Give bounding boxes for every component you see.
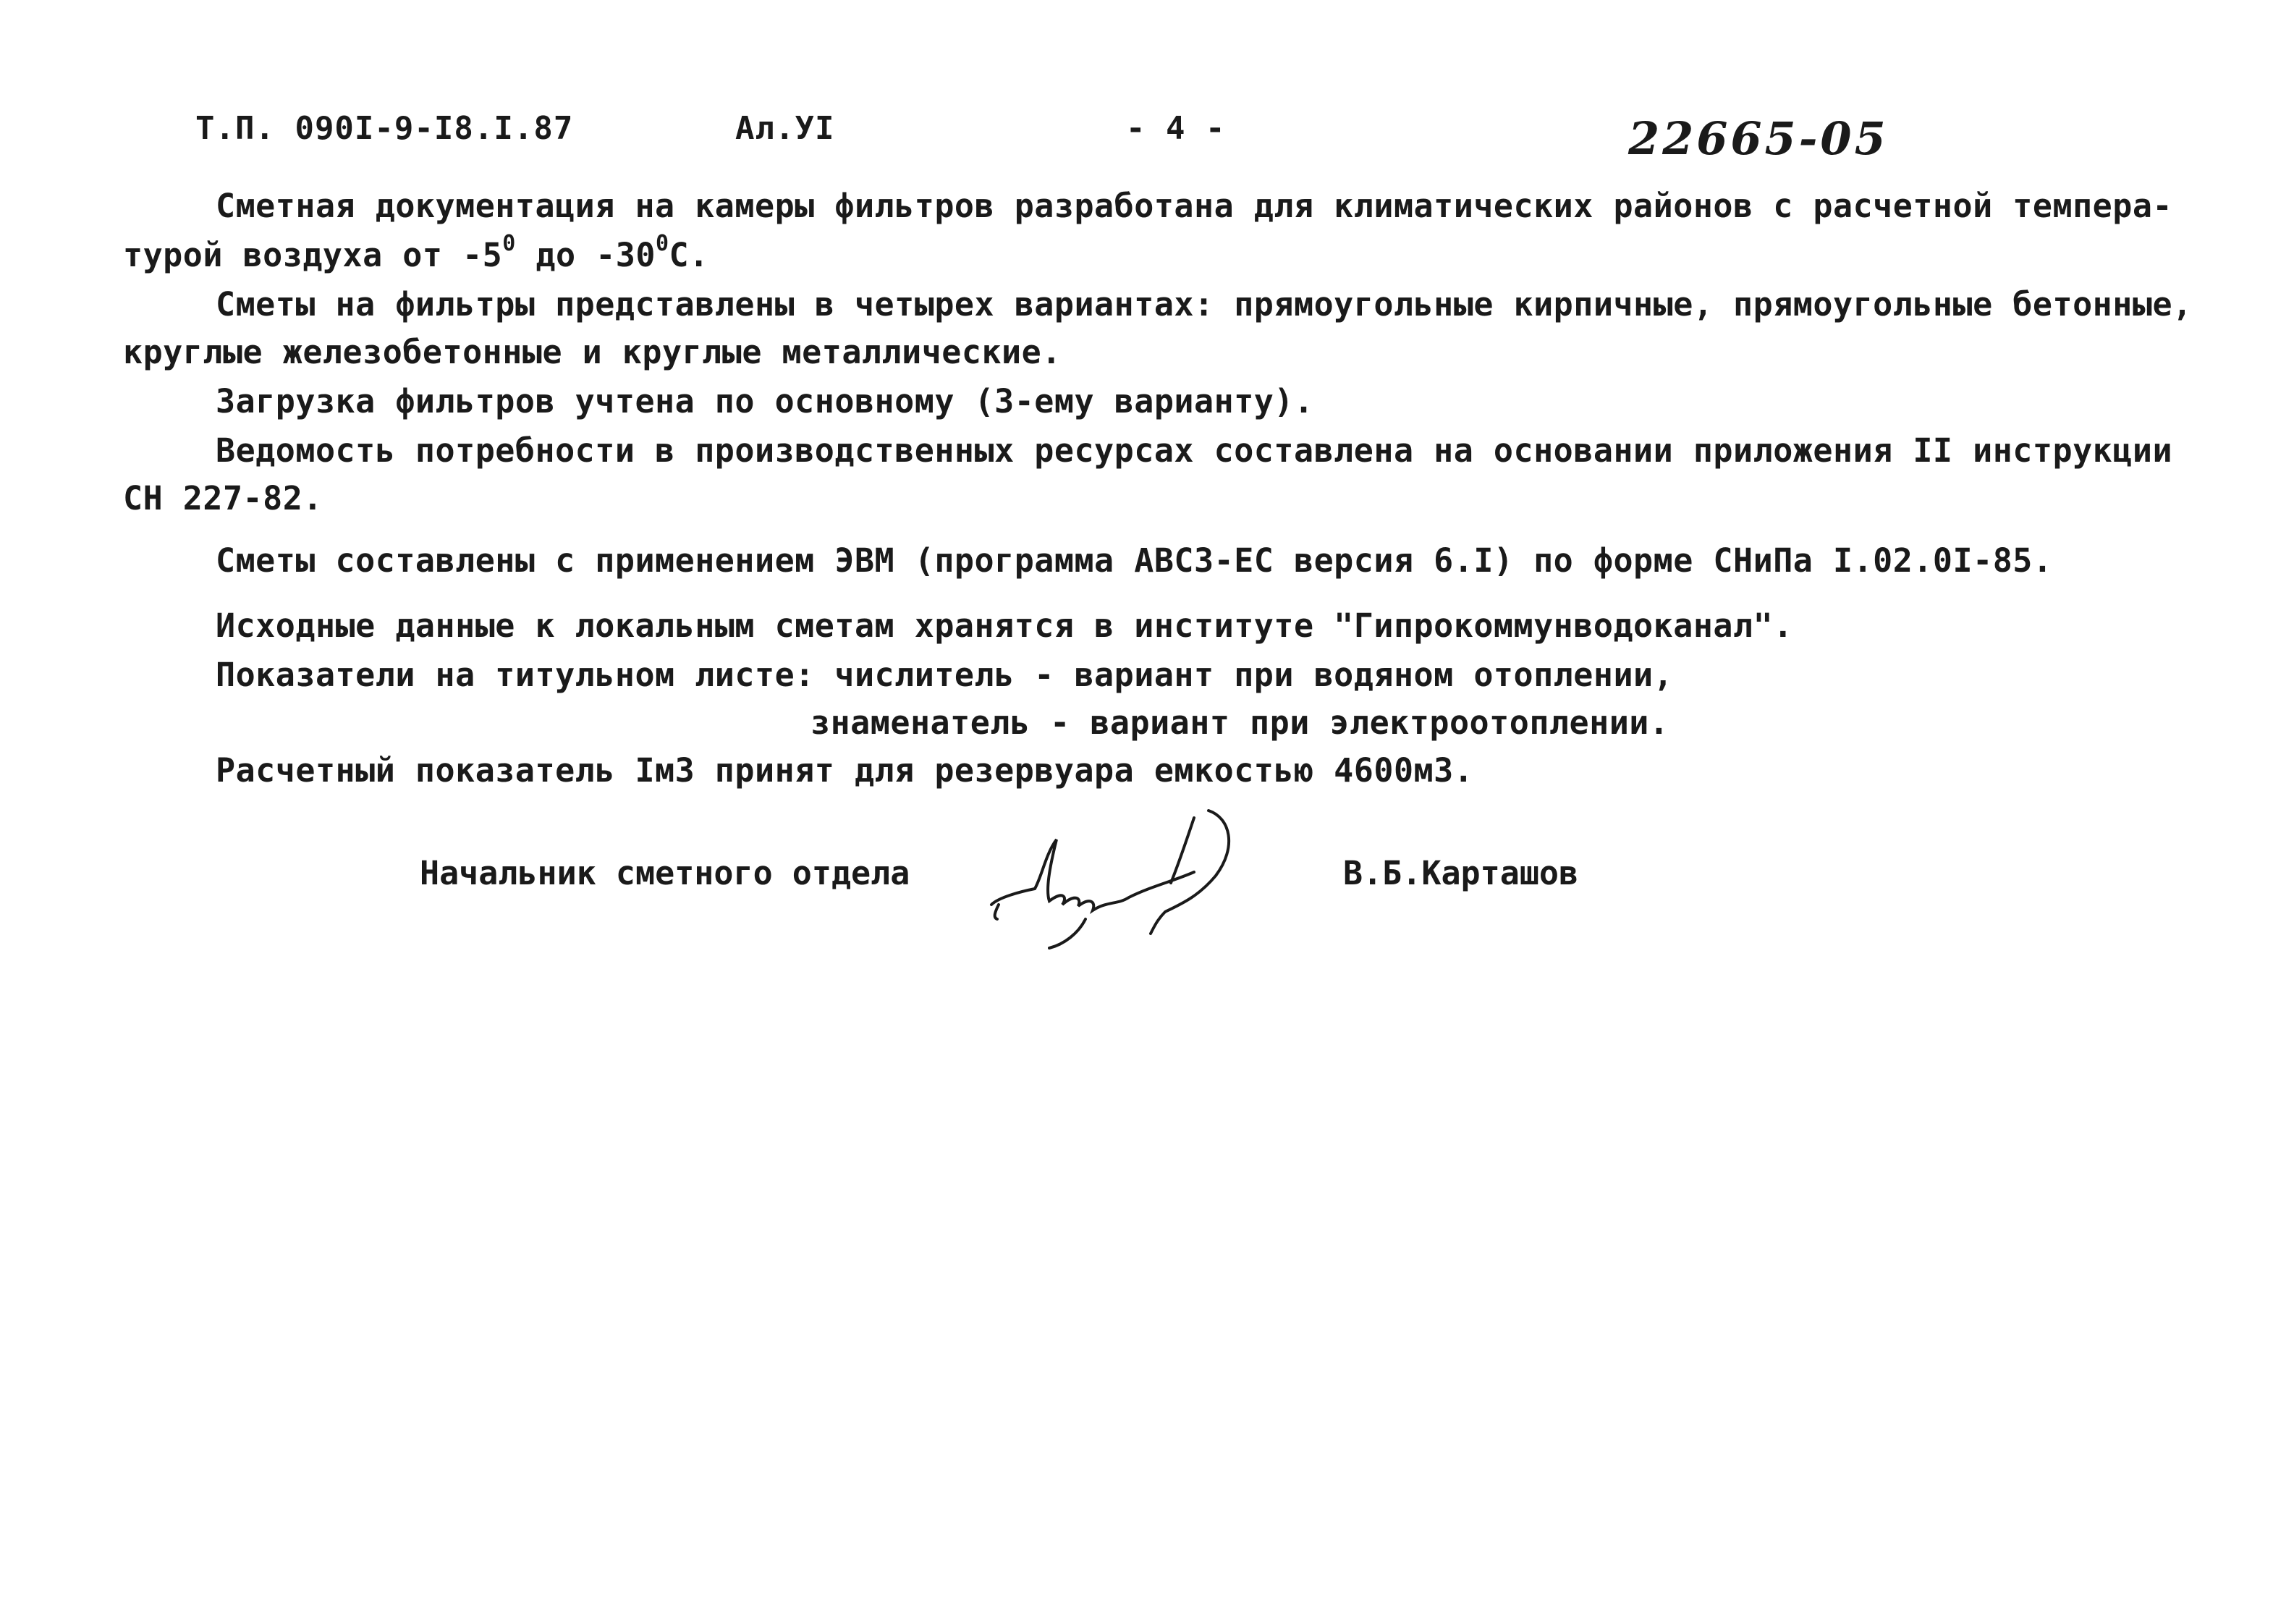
- paragraph-5: Сметы составлены с применением ЭВМ (программа АВСЗ-ЕС версия 6.I) по форме СНиПа I.02.0I-85.: [216, 541, 2053, 580]
- temp-text-a: турой воздуха от -5: [123, 236, 503, 274]
- paragraph-8: Расчетный показатель Iм3 принят для резервуара емкостью 4600м3.: [216, 751, 1474, 790]
- temp-text-c: С.: [669, 236, 709, 274]
- degree-sup-2: 0: [655, 231, 669, 256]
- paragraph-6: Исходные данные к локальным сметам хранятся в институте "Гипрокоммунводоканал".: [216, 606, 1793, 645]
- album-label: Ал.УI: [735, 110, 835, 147]
- document-code: Т.П. 090I-9-I8.I.87: [195, 110, 574, 147]
- signatory-name: В.Б.Карташов: [1343, 854, 1579, 892]
- paragraph-2-line-2: круглые железобетонные и круглые металлические.: [123, 333, 1062, 371]
- paragraph-1-line-1: Сметная документация на камеры фильтров разработана для климатических районов с расчетной темпера-: [216, 187, 2173, 225]
- paragraph-4-line-2: СН 227-82.: [123, 479, 323, 517]
- handwritten-signature: [977, 796, 1266, 955]
- degree-sup-1: 0: [502, 231, 516, 256]
- paragraph-4-line-1: Ведомость потребности в производственных ресурсах составлена на основании приложения II инструкции: [216, 431, 2173, 470]
- paragraph-7-line-2: знаменатель - вариант при электроотоплении.: [810, 703, 1669, 742]
- paragraph-1-line-2: [123, 231, 709, 274]
- sheet-number: 22665-05: [1628, 112, 1889, 165]
- signatory-role: Начальник сметного отдела: [420, 854, 910, 892]
- temp-text-b: до -30: [515, 236, 656, 274]
- paragraph-7-line-1: Показатели на титульном листе: числитель - вариант при водяном отоплении,: [216, 656, 1674, 694]
- paragraph-2-line-1: Сметы на фильтры представлены в четырех вариантах: прямоугольные кирпичные, прямоугольные бетонные,: [216, 285, 2193, 323]
- page-number: - 4 -: [1126, 110, 1226, 147]
- paragraph-3: Загрузка фильтров учтена по основному (3-ему варианту).: [216, 382, 1314, 420]
